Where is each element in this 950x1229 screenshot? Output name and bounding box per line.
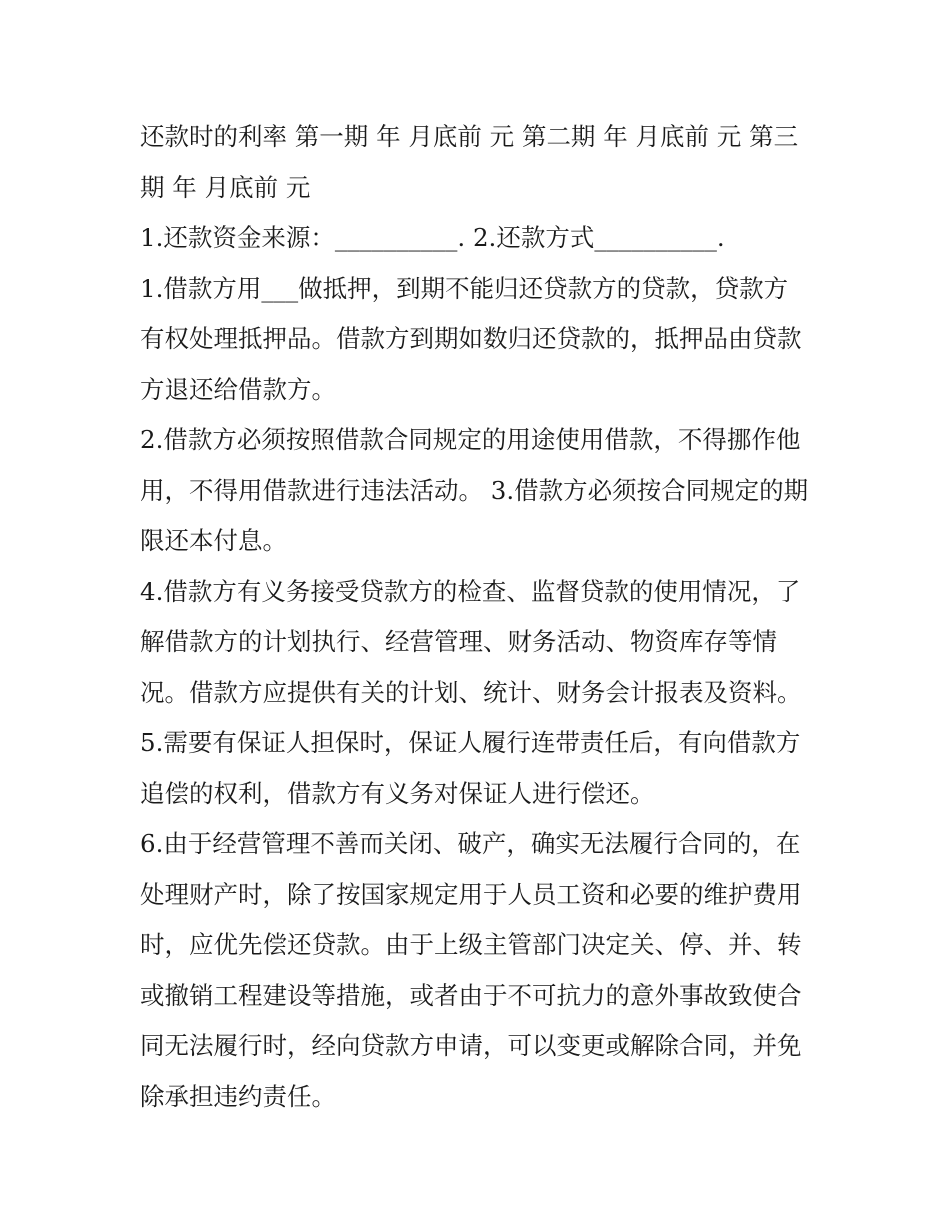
text-line: 1.借款方用___做抵押，到期不能归还贷款方的贷款，贷款方	[140, 273, 789, 303]
text-line: 方退还给借款方。	[140, 374, 336, 404]
text-line: 追偿的权利，借款方有义务对保证人进行偿还。	[140, 778, 655, 808]
text-line: 2.借款方必须按照借款合同规定的用途使用借款，不得挪作他	[140, 425, 801, 454]
text-line: 同无法履行时，经向贷款方申请，可以变更或解除合同，并免	[140, 1031, 802, 1060]
text-line: 限还本付息。	[140, 526, 287, 555]
text-line: 1.还款资金来源：__________. 2.还款方式__________.	[140, 223, 725, 252]
document-page	[140, 112, 830, 1122]
text-line: 还款时的利率 第一期 年 月底前 元 第二期 年 月底前 元 第三	[140, 122, 799, 151]
text-line: 况。借款方应提供有关的计划、统计、财务会计报表及资料。	[140, 677, 802, 707]
text-line: 4.借款方有义务接受贷款方的检查、监督贷款的使用情况，了	[140, 576, 801, 606]
text-line: 5.需要有保证人担保时，保证人履行连带责任后，有向借款方	[140, 728, 801, 757]
text-line: 期 年 月底前 元	[140, 172, 311, 202]
text-line: 处理财产时，除了按国家规定用于人员工资和必要的维护费用	[140, 879, 802, 909]
text-line: 解借款方的计划执行、经营管理、财务活动、物资库存等情	[140, 627, 777, 656]
text-line: 6.由于经营管理不善而关闭、破产，确实无法履行合同的，在	[140, 829, 801, 858]
text-line: 有权处理抵押品。借款方到期如数归还贷款的，抵押品由贷款	[140, 324, 802, 353]
text-line: 时，应优先偿还贷款。由于上级主管部门决定关、停、并、转	[140, 930, 802, 959]
text-line: 除承担违约责任。	[140, 1081, 336, 1111]
text-line: 用，不得用借款进行违法活动。 3.借款方必须按合同规定的期	[140, 475, 809, 505]
text-line: 或撤销工程建设等措施，或者由于不可抗力的意外事故致使合	[140, 980, 802, 1010]
